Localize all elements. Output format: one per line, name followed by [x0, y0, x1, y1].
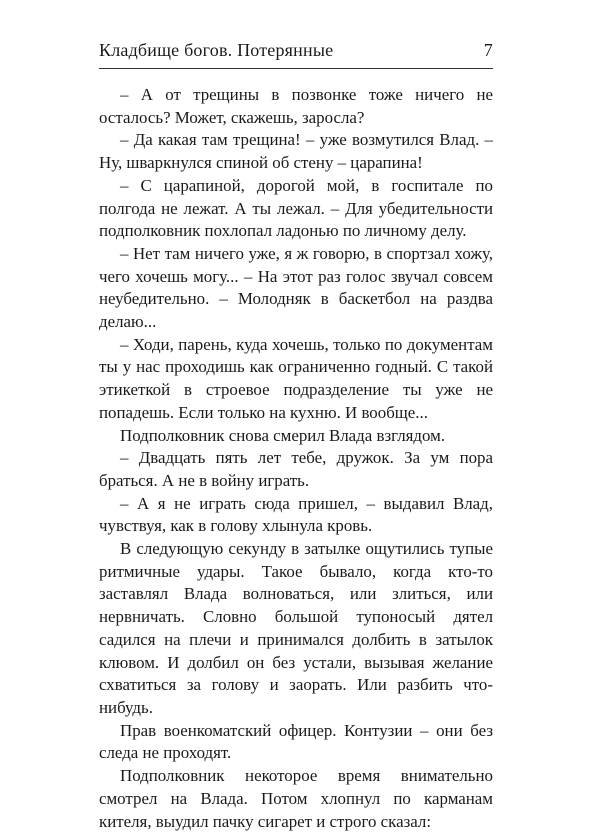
page-number: 7: [483, 40, 493, 60]
paragraph: – Да какая там трещина! – уже возмутился Влад. – Ну, шваркнулся спиной об стену – царапина!: [99, 130, 493, 173]
paragraph: Подполковник некоторое время внимательно смотрел на Влада. Потом хлопнул по карманам кителя, выудил пачку сигарет и строго сказал:: [99, 766, 493, 831]
paragraph: – Ходи, парень, куда хочешь, только по документам ты у нас проходишь как ограниченно годный. С такой этикеткой в строевое подразделение ты уже не попадешь. Если только на кухню. И вообще...: [99, 334, 493, 422]
paragraph: Прав военкоматский офицер. Контузии – они без следа не проходят.: [99, 720, 493, 763]
paragraph: – А от трещины в позвонке тоже ничего не осталось? Может, скажешь, заросла?: [99, 85, 493, 127]
paragraph: – С царапиной, дорогой мой, в госпитале по полгода не лежат. А ты лежал. – Для убедительности подполковник похлопал ладонью по личному делу.: [99, 175, 493, 241]
running-header-title: Кладбище богов. Потерянные: [99, 40, 334, 60]
paragraph: – Нет там ничего уже, я ж говорю, в спортзал хожу, чего хочешь могу... – На этот раз голос звучал совсем неубедительно. – Молодняк в баскетбол на раздва делаю...: [99, 243, 493, 332]
paragraph: – А я не играть сюда пришел, – выдавил Влад, чувствуя, как в голову хлынула кровь.: [99, 493, 493, 536]
paragraph: – Двадцать пять лет тебе, дружок. За ум пора браться. А не в войну играть.: [99, 448, 493, 490]
paragraph: Подполковник снова смерил Влада взглядом.: [120, 425, 446, 445]
running-header: [99, 40, 493, 66]
paragraph: В следующую секунду в затылке ощутились тупые ритмичные удары. Такое бывало, когда кто-то заставлял Влада волноваться, или злиться, или нервничать. Словно большой тупоносый дятел садился на плечи и принимался долбить в затылок клювом. И долбил он без устали, вызывая желание схватиться за голову и заорать. Или разбить что-нибудь.: [99, 539, 493, 717]
header-rule: [99, 68, 493, 69]
body-text: [99, 84, 493, 833]
